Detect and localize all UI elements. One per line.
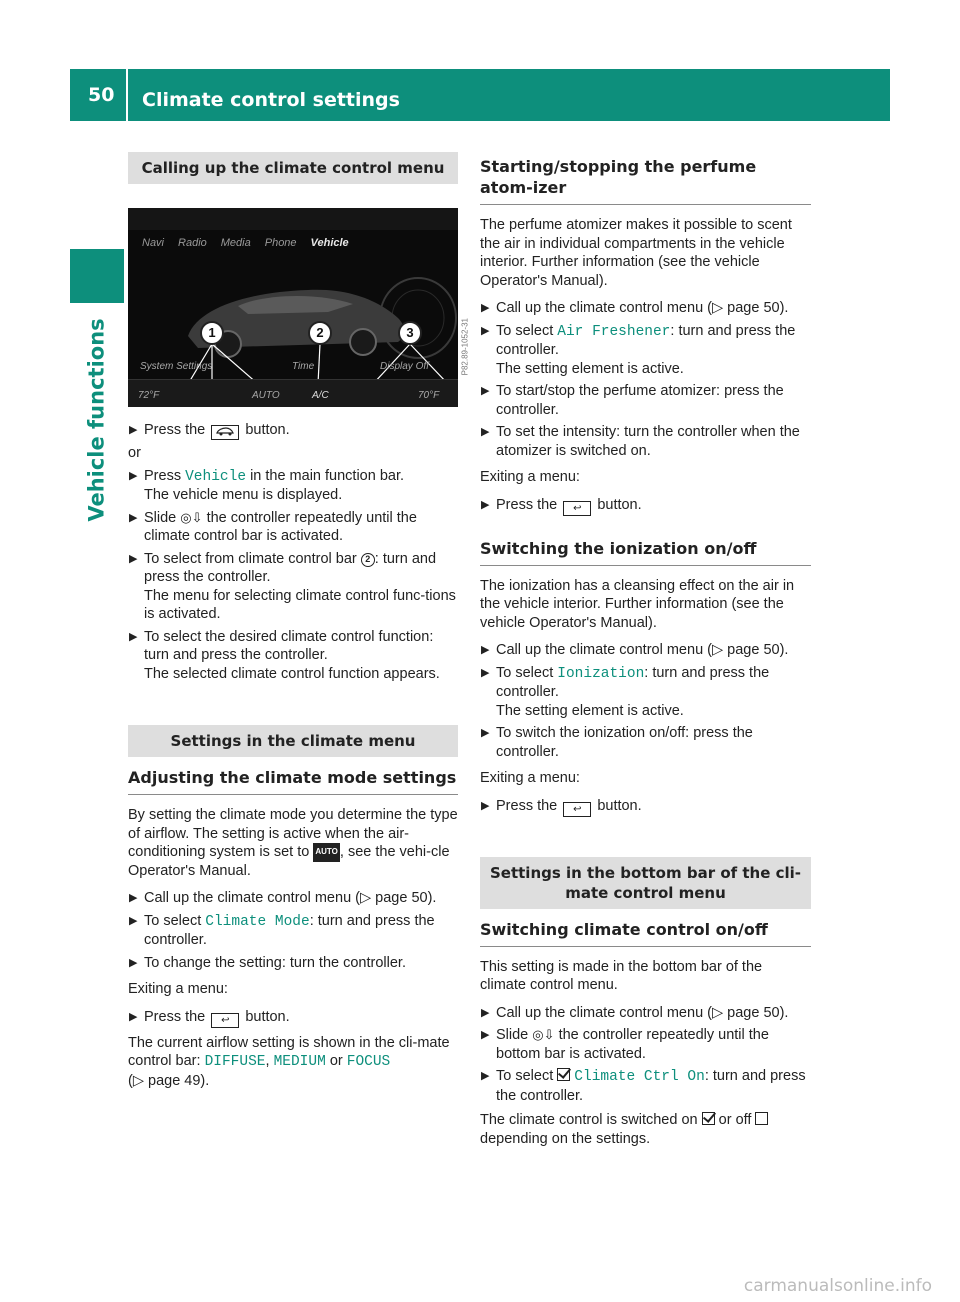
step-arrow-icon: ▶ bbox=[481, 1070, 490, 1082]
or-text: or bbox=[128, 445, 141, 461]
paragraph-airflow: The current airflow setting is shown in the cli-mate control bar: DIFFUSE, MEDIUM or FOCUS (▷ page 49). bbox=[128, 1034, 450, 1089]
step-slide-controller: ▶ Slide ◎⇩ the controller repeatedly until the climate control bar is activated. bbox=[129, 509, 417, 544]
screen-ac: A/C bbox=[312, 390, 329, 401]
paragraph-perfume: The perfume atomizer makes it possible to scent the air in individual compartments in the vehicle interior. Further information (see the vehicle Operator's Manual). bbox=[480, 217, 792, 289]
menu-air-freshener: Air Freshener bbox=[557, 323, 671, 340]
subheading-perfume-atomizer: Starting/stopping the perfume atom-izer bbox=[480, 156, 811, 205]
side-tab-label: Vehicle functions bbox=[85, 318, 110, 522]
exit-label: Exiting a menu: bbox=[480, 469, 580, 485]
callout-2: 2 bbox=[308, 321, 332, 345]
watermark: carmanualsonline.info bbox=[743, 1276, 932, 1296]
paragraph-climate-mode: By setting the climate mode you determine the type of airflow. The setting is active when the air-conditioning system is set to AUTO , see the vehi-cle Operator's Manual. bbox=[128, 807, 458, 879]
step-select-climate-ctrl-on: ▶ To select Climate Ctrl On: turn and press the controller. bbox=[481, 1068, 806, 1104]
subheading-climate-mode: Adjusting the climate mode settings bbox=[128, 767, 458, 795]
option-diffuse: DIFFUSE bbox=[204, 1054, 266, 1070]
callout-3: 3 bbox=[398, 321, 422, 345]
right-column bbox=[480, 152, 811, 1157]
step-press-back: ▶ Press the ↩ button. bbox=[481, 496, 642, 514]
step-arrow-icon: ▶ bbox=[481, 302, 490, 314]
controller-slide-icon: ◎⇩ bbox=[532, 1027, 555, 1042]
screen-label-display-off: Display Off bbox=[380, 361, 429, 372]
step-result: The setting element is active. bbox=[496, 702, 684, 719]
step-call-up-menu: ▶ Call up the climate control menu (▷ page 50). bbox=[129, 890, 437, 906]
step-arrow-icon: ▶ bbox=[129, 956, 138, 969]
auto-icon: AUTO bbox=[313, 843, 340, 862]
climate-menu-screenshot bbox=[128, 208, 469, 407]
paragraph-bottom-bar: This setting is made in the bottom bar of the climate control menu. bbox=[480, 958, 763, 993]
callout-ref-2: 2 bbox=[361, 553, 375, 567]
step-arrow-icon: ▶ bbox=[129, 552, 138, 565]
menu-climate-mode: Climate Mode bbox=[205, 913, 310, 930]
step-press-back: ▶ Press the ↩ button. bbox=[129, 1008, 290, 1026]
step-press-car-button: ▶ Press the button. bbox=[129, 422, 290, 438]
step-slide-controller: ▶ Slide ◎⇩ the controller repeatedly until the bottom bar is activated. bbox=[481, 1027, 769, 1062]
step-arrow-icon: ▶ bbox=[129, 892, 138, 904]
menu-climate-ctrl-on: Climate Ctrl On bbox=[574, 1069, 705, 1085]
checkbox-checked-icon bbox=[557, 1068, 570, 1081]
menu-vehicle: Vehicle bbox=[185, 468, 247, 485]
step-arrow-icon: ▶ bbox=[481, 1006, 490, 1019]
step-arrow-icon: ▶ bbox=[129, 630, 138, 643]
screen-temp-left: 72°F bbox=[138, 390, 160, 401]
step-arrow-icon: ▶ bbox=[481, 1029, 490, 1041]
page-number: 50 bbox=[88, 84, 115, 106]
screen-nav-vehicle: Vehicle bbox=[310, 236, 349, 249]
screen-nav-radio: Radio bbox=[178, 236, 207, 249]
section-heading-bottom-bar: Settings in the bottom bar of the cli-mate control menu bbox=[480, 857, 811, 909]
paragraph-ionization: The ionization has a cleansing effect on the air in the vehicle interior. Further information (see the vehicle Operator's Manual). bbox=[480, 577, 795, 631]
step-press-vehicle: ▶ Press Vehicle in the main function bar. The vehicle menu is displayed. bbox=[129, 467, 405, 503]
step-change-setting: ▶ To change the setting: turn the controller. bbox=[129, 954, 406, 971]
step-arrow-icon: ▶ bbox=[129, 1010, 138, 1023]
step-arrow-icon: ▶ bbox=[481, 324, 490, 337]
car-icon bbox=[215, 426, 235, 436]
callout-1: 1 bbox=[200, 321, 224, 345]
screen-label-system-settings: System Settings bbox=[140, 361, 213, 372]
checkbox-checked-icon bbox=[702, 1112, 715, 1125]
screen-nav-navi: Navi bbox=[142, 236, 165, 249]
screen-nav-phone: Phone bbox=[264, 236, 297, 249]
subheading-ionization: Switching the ionization on/off bbox=[480, 538, 811, 566]
step-call-up-menu: ▶ Call up the climate control menu (▷ page 50). bbox=[481, 300, 789, 316]
step-result: The selected climate control function appears. bbox=[144, 665, 440, 682]
page-title: Climate control settings bbox=[142, 89, 400, 111]
step-result: The vehicle menu is displayed. bbox=[144, 487, 343, 503]
controller-slide-icon: ◎⇩ bbox=[180, 509, 203, 525]
step-arrow-icon: ▶ bbox=[481, 426, 490, 438]
paragraph-switched-state: The climate control is switched on or off depending on the settings. bbox=[480, 1111, 811, 1148]
step-call-up-menu: ▶ Call up the climate control menu (▷ page 50). bbox=[481, 1004, 789, 1021]
subheading-climate-on-off: Switching climate control on/off bbox=[480, 919, 811, 947]
side-tab bbox=[70, 310, 124, 530]
section-heading-climate-menu: Settings in the climate menu bbox=[128, 725, 458, 757]
exit-label: Exiting a menu: bbox=[128, 981, 228, 997]
step-select-air-freshener: ▶ To select Air Freshener: turn and press the controller. The setting element is active. bbox=[481, 322, 796, 377]
screen-nav-media: Media bbox=[220, 236, 251, 249]
back-button-icon: ↩ bbox=[563, 501, 591, 516]
back-button-icon: ↩ bbox=[563, 802, 591, 817]
screen-auto: AUTO bbox=[252, 390, 280, 401]
step-press-back: ▶ Press the ↩ button. bbox=[481, 797, 642, 815]
car-illustration bbox=[128, 208, 458, 407]
option-focus: FOCUS bbox=[346, 1054, 391, 1070]
step-arrow-icon: ▶ bbox=[481, 385, 490, 397]
step-set-intensity: ▶ To set the intensity: turn the controller when the atomizer is switched on. bbox=[481, 424, 800, 459]
step-select-climate-mode: ▶ To select Climate Mode: turn and press the controller. bbox=[129, 912, 435, 948]
option-medium: MEDIUM bbox=[273, 1054, 326, 1070]
step-arrow-icon: ▶ bbox=[481, 644, 490, 656]
step-arrow-icon: ▶ bbox=[129, 424, 138, 436]
menu-ionization: Ionization bbox=[557, 665, 645, 682]
step-arrow-icon: ▶ bbox=[129, 469, 138, 482]
left-column bbox=[128, 152, 469, 1099]
screen-temp-right: 70°F bbox=[418, 390, 440, 401]
screen-climate-bar bbox=[128, 379, 458, 407]
step-result: The menu for selecting climate control func-tions is activated. bbox=[144, 587, 456, 622]
step-select-climate-bar: ▶ To select from climate control bar 2 : turn and press the controller. The menu for selecting climate control func-tions is activated. bbox=[129, 550, 456, 622]
section-heading-calling-up: Calling up the climate control menu bbox=[128, 152, 458, 184]
back-button-icon: ↩ bbox=[211, 1013, 239, 1028]
step-start-stop-atomizer: ▶ To start/stop the perfume atomizer: press the controller. bbox=[481, 383, 784, 418]
step-arrow-icon: ▶ bbox=[481, 498, 490, 511]
screen-label-time: Time bbox=[292, 361, 315, 372]
step-switch-ionization: ▶ To switch the ionization on/off: press the controller. bbox=[481, 725, 753, 760]
step-select-ionization: ▶ To select Ionization: turn and press the controller. The setting element is active. bbox=[481, 664, 770, 719]
exit-label: Exiting a menu: bbox=[480, 770, 580, 786]
step-arrow-icon: ▶ bbox=[129, 914, 138, 927]
step-arrow-icon: ▶ bbox=[481, 799, 490, 812]
side-tab-marker bbox=[70, 249, 124, 303]
step-arrow-icon: ▶ bbox=[481, 666, 490, 679]
step-arrow-icon: ▶ bbox=[481, 727, 490, 739]
screen-image-code: P82.89-1052-31 bbox=[460, 318, 469, 376]
step-call-up-menu: ▶ Call up the climate control menu (▷ page 50). bbox=[481, 642, 789, 658]
car-button-icon bbox=[211, 425, 239, 440]
step-arrow-icon: ▶ bbox=[129, 511, 138, 524]
step-result: The setting element is active. bbox=[496, 360, 684, 377]
step-select-function: ▶ To select the desired climate control function: turn and press the controller. The selected climate control function appears. bbox=[129, 628, 440, 682]
header-divider bbox=[126, 69, 128, 121]
checkbox-empty-icon bbox=[755, 1112, 768, 1125]
